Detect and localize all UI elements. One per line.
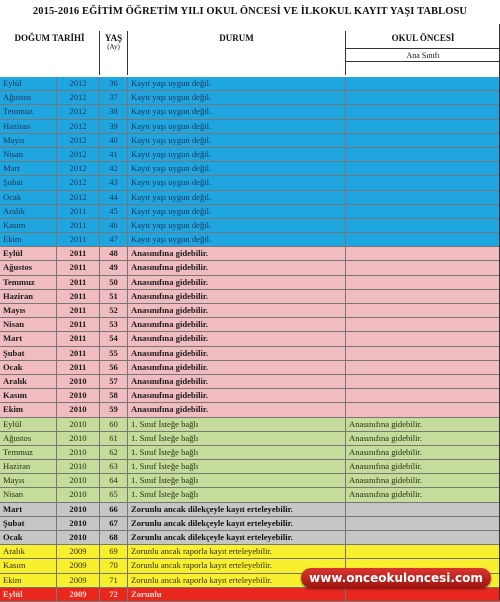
birth-month-cell: Temmuz bbox=[0, 446, 57, 459]
age-cell: 51 bbox=[100, 290, 128, 303]
table-row bbox=[0, 375, 500, 389]
status-cell: Anasınıfına gidebilir. bbox=[128, 304, 346, 317]
header-preschool-sub: Ana Sınıfı bbox=[346, 48, 500, 62]
birth-month-cell: Mart bbox=[0, 162, 57, 175]
preschool-cell bbox=[346, 531, 500, 544]
birth-year-cell: 2012 bbox=[57, 77, 100, 90]
status-cell: Kayıt yaşı uygun değil. bbox=[128, 77, 346, 90]
header-birth-date bbox=[0, 31, 100, 75]
preschool-cell bbox=[346, 219, 500, 232]
table-row bbox=[0, 148, 500, 162]
table-row bbox=[0, 347, 500, 361]
table-title: 2015-2016 EĞİTİM ÖĞRETİM YILI OKUL ÖNCESİ VE İLKOKUL KAYIT YAŞI TABLOSU bbox=[32, 6, 468, 17]
status-cell: Zorunlu ancak raporla kayıt erteleyebilir. bbox=[128, 574, 346, 587]
preschool-cell bbox=[346, 403, 500, 416]
birth-month-cell: Şubat bbox=[0, 517, 57, 530]
table-row bbox=[0, 105, 500, 119]
birth-year-cell: 2011 bbox=[57, 276, 100, 289]
age-cell: 38 bbox=[100, 105, 128, 118]
table-row bbox=[0, 219, 500, 233]
birth-year-cell: 2012 bbox=[57, 162, 100, 175]
table-body bbox=[0, 77, 500, 602]
age-cell: 46 bbox=[100, 219, 128, 232]
preschool-cell bbox=[346, 205, 500, 218]
status-cell: 1. Sınıf İsteğe bağlı bbox=[128, 446, 346, 459]
status-cell: Anasınıfına gidebilir. bbox=[128, 347, 346, 360]
birth-year-cell: 2011 bbox=[57, 318, 100, 331]
birth-month-cell: Aralık bbox=[0, 545, 57, 558]
table-row bbox=[0, 474, 500, 488]
status-cell: Anasınıfına gidebilir. bbox=[128, 261, 346, 274]
age-cell: 66 bbox=[100, 503, 128, 516]
table-row bbox=[0, 488, 500, 502]
birth-year-cell: 2009 bbox=[57, 559, 100, 572]
age-cell: 36 bbox=[100, 77, 128, 90]
status-cell: Anasınıfına gidebilir. bbox=[128, 332, 346, 345]
preschool-cell bbox=[346, 91, 500, 104]
status-cell: Kayıt yaşı uygun değil. bbox=[128, 134, 346, 147]
preschool-cell bbox=[346, 318, 500, 331]
preschool-cell bbox=[346, 517, 500, 530]
status-cell: Anasınıfına gidebilir. bbox=[128, 247, 346, 260]
status-cell: Anasınıfına gidebilir. bbox=[128, 318, 346, 331]
preschool-cell bbox=[346, 588, 500, 601]
preschool-cell bbox=[346, 261, 500, 274]
table-header bbox=[0, 31, 500, 75]
status-cell: Zorunlu ancak dilekçeyle kayıt erteleyebilir. bbox=[128, 531, 346, 544]
age-cell: 56 bbox=[100, 361, 128, 374]
age-cell: 50 bbox=[100, 276, 128, 289]
birth-month-cell: Mart bbox=[0, 332, 57, 345]
table-row bbox=[0, 304, 500, 318]
table-row bbox=[0, 77, 500, 91]
status-cell: Zorunlu bbox=[128, 588, 346, 601]
birth-year-cell: 2011 bbox=[57, 261, 100, 274]
birth-month-cell: Ağustos bbox=[0, 432, 57, 445]
status-cell: Kayıt yaşı uygun değil. bbox=[128, 105, 346, 118]
header-age-unit: (Ay) bbox=[107, 43, 120, 51]
birth-month-cell: Mayıs bbox=[0, 134, 57, 147]
status-cell: Anasınıfına gidebilir. bbox=[128, 403, 346, 416]
birth-month-cell: Ağustos bbox=[0, 91, 57, 104]
preschool-cell: Anasınıfına gidebilir. bbox=[349, 461, 423, 472]
birth-year-cell: 2010 bbox=[57, 432, 100, 445]
header-age bbox=[100, 31, 128, 75]
birth-month-cell: Ağustos bbox=[0, 261, 57, 274]
status-cell: 1. Sınıf İsteğe bağlı bbox=[128, 418, 346, 431]
age-cell: 67 bbox=[100, 517, 128, 530]
birth-year-cell: 2011 bbox=[57, 361, 100, 374]
preschool-cell bbox=[346, 389, 500, 402]
age-cell: 72 bbox=[100, 588, 128, 601]
table-row bbox=[0, 91, 500, 105]
preschool-cell bbox=[346, 162, 500, 175]
status-cell: Kayıt yaşı uygun değil. bbox=[128, 205, 346, 218]
age-cell: 40 bbox=[100, 134, 128, 147]
birth-month-cell: Ekim bbox=[0, 233, 57, 246]
age-cell: 64 bbox=[100, 474, 128, 487]
age-cell: 55 bbox=[100, 347, 128, 360]
age-cell: 44 bbox=[100, 191, 128, 204]
preschool-cell bbox=[346, 247, 500, 260]
birth-year-cell: 2010 bbox=[57, 460, 100, 473]
birth-month-cell: Mayıs bbox=[0, 474, 57, 487]
birth-year-cell: 2010 bbox=[57, 403, 100, 416]
preschool-cell bbox=[346, 276, 500, 289]
birth-month-cell: Aralık bbox=[0, 205, 57, 218]
birth-month-cell: Temmuz bbox=[0, 105, 57, 118]
age-cell: 53 bbox=[100, 318, 128, 331]
header-birth-date-label: DOĞUM TARİHİ bbox=[14, 33, 85, 43]
birth-year-cell: 2010 bbox=[57, 488, 100, 501]
table-row bbox=[0, 247, 500, 261]
birth-month-cell: Ekim bbox=[0, 403, 57, 416]
status-cell: Zorunlu ancak dilekçeyle kayıt erteleyebilir. bbox=[128, 517, 346, 530]
table-row bbox=[0, 460, 500, 474]
birth-year-cell: 2012 bbox=[57, 176, 100, 189]
table-row bbox=[0, 432, 500, 446]
table-row bbox=[0, 290, 500, 304]
age-cell: 61 bbox=[100, 432, 128, 445]
status-cell: Zorunlu ancak raporla kayıt erteleyebilir. bbox=[128, 559, 346, 572]
header-preschool-label: OKUL ÖNCESİ bbox=[391, 33, 455, 43]
birth-month-cell: Aralık bbox=[0, 375, 57, 388]
birth-year-cell: 2010 bbox=[57, 503, 100, 516]
status-cell: Anasınıfına gidebilir. bbox=[128, 375, 346, 388]
birth-year-cell: 2011 bbox=[57, 290, 100, 303]
table-row bbox=[0, 418, 500, 432]
birth-month-cell: Kasım bbox=[0, 219, 57, 232]
table-row bbox=[0, 261, 500, 275]
birth-year-cell: 2010 bbox=[57, 531, 100, 544]
birth-year-cell: 2011 bbox=[57, 205, 100, 218]
status-cell: Kayıt yaşı uygun değil. bbox=[128, 91, 346, 104]
age-cell: 71 bbox=[100, 574, 128, 587]
birth-year-cell: 2009 bbox=[57, 545, 100, 558]
age-cell: 48 bbox=[100, 247, 128, 260]
table-row bbox=[0, 120, 500, 134]
age-cell: 63 bbox=[100, 460, 128, 473]
header-status-label: DURUM bbox=[219, 33, 254, 43]
preschool-cell bbox=[346, 233, 500, 246]
age-cell: 59 bbox=[100, 403, 128, 416]
birth-month-cell: Eylül bbox=[0, 247, 57, 260]
birth-month-cell: Mayıs bbox=[0, 304, 57, 317]
preschool-cell bbox=[346, 332, 500, 345]
preschool-cell bbox=[346, 148, 500, 161]
status-cell: Zorunlu ancak raporla kayıt erteleyebilir. bbox=[128, 545, 346, 558]
preschool-cell bbox=[346, 77, 500, 90]
table-row bbox=[0, 503, 500, 517]
birth-month-cell: Şubat bbox=[0, 176, 57, 189]
status-cell: Kayıt yaşı uygun değil. bbox=[128, 233, 346, 246]
preschool-cell: Anasınıfına gidebilir. bbox=[349, 418, 423, 429]
status-cell: Kayıt yaşı uygun değil. bbox=[128, 191, 346, 204]
birth-month-cell: Kasım bbox=[0, 559, 57, 572]
birth-month-cell: Ocak bbox=[0, 361, 57, 374]
status-cell: Anasınıfına gidebilir. bbox=[128, 276, 346, 289]
birth-year-cell: 2010 bbox=[57, 446, 100, 459]
birth-year-cell: 2010 bbox=[57, 474, 100, 487]
birth-month-cell: Ocak bbox=[0, 531, 57, 544]
table-row bbox=[0, 361, 500, 375]
status-cell: Anasınıfına gidebilir. bbox=[128, 290, 346, 303]
status-cell: 1. Sınıf İsteğe bağlı bbox=[128, 474, 346, 487]
table-row bbox=[0, 233, 500, 247]
birth-year-cell: 2011 bbox=[57, 219, 100, 232]
preschool-cell: Anasınıfına gidebilir. bbox=[349, 432, 423, 443]
birth-month-cell: Haziran bbox=[0, 460, 57, 473]
preschool-cell bbox=[346, 191, 500, 204]
birth-month-cell: Temmuz bbox=[0, 276, 57, 289]
status-cell: 1. Sınıf İsteğe bağlı bbox=[128, 460, 346, 473]
age-cell: 65 bbox=[100, 488, 128, 501]
age-cell: 70 bbox=[100, 559, 128, 572]
table-row bbox=[0, 332, 500, 346]
birth-month-cell: Haziran bbox=[0, 290, 57, 303]
age-cell: 52 bbox=[100, 304, 128, 317]
birth-year-cell: 2012 bbox=[57, 148, 100, 161]
birth-month-cell: Nisan bbox=[0, 318, 57, 331]
birth-month-cell: Eylül bbox=[0, 77, 57, 90]
birth-year-cell: 2012 bbox=[57, 120, 100, 133]
birth-year-cell: 2012 bbox=[57, 105, 100, 118]
birth-year-cell: 2010 bbox=[57, 517, 100, 530]
preschool-cell bbox=[346, 347, 500, 360]
status-cell: Kayıt yaşı uygun değil. bbox=[128, 219, 346, 232]
preschool-cell: Anasınıfına gidebilir. bbox=[349, 489, 423, 500]
preschool-cell bbox=[346, 304, 500, 317]
preschool-cell bbox=[346, 290, 500, 303]
birth-month-cell: Haziran bbox=[0, 120, 57, 133]
birth-month-cell: Eylül bbox=[0, 588, 57, 601]
table-row bbox=[0, 276, 500, 290]
age-cell: 37 bbox=[100, 91, 128, 104]
status-cell: 1. Sınıf İsteğe bağlı bbox=[128, 432, 346, 445]
age-cell: 42 bbox=[100, 162, 128, 175]
birth-year-cell: 2012 bbox=[57, 91, 100, 104]
table-row bbox=[0, 517, 500, 531]
birth-year-cell: 2011 bbox=[57, 247, 100, 260]
birth-month-cell: Mart bbox=[0, 503, 57, 516]
status-cell: Anasınıfına gidebilir. bbox=[128, 361, 346, 374]
preschool-cell bbox=[346, 375, 500, 388]
table-row bbox=[0, 191, 500, 205]
status-cell: Kayıt yaşı uygun değil. bbox=[128, 120, 346, 133]
birth-month-cell: Şubat bbox=[0, 347, 57, 360]
age-cell: 47 bbox=[100, 233, 128, 246]
table-row bbox=[0, 446, 500, 460]
header-age-label: YAŞ bbox=[104, 33, 123, 43]
birth-year-cell: 2010 bbox=[57, 389, 100, 402]
preschool-cell bbox=[346, 545, 500, 558]
birth-year-cell: 2011 bbox=[57, 347, 100, 360]
status-cell: 1. Sınıf İsteğe bağlı bbox=[128, 488, 346, 501]
table-row bbox=[0, 318, 500, 332]
status-cell: Zorunlu ancak dilekçeyle kayıt erteleyebilir. bbox=[128, 503, 346, 516]
age-cell: 43 bbox=[100, 176, 128, 189]
preschool-cell bbox=[346, 120, 500, 133]
birth-year-cell: 2009 bbox=[57, 588, 100, 601]
status-cell: Kayıt yaşı uygun değil. bbox=[128, 176, 346, 189]
age-cell: 68 bbox=[100, 531, 128, 544]
preschool-cell bbox=[346, 105, 500, 118]
site-watermark: www.onceokuloncesi.com bbox=[301, 568, 491, 588]
age-cell: 45 bbox=[100, 205, 128, 218]
birth-year-cell: 2012 bbox=[57, 191, 100, 204]
table-row bbox=[0, 205, 500, 219]
age-cell: 58 bbox=[100, 389, 128, 402]
birth-month-cell: Ekim bbox=[0, 574, 57, 587]
header-status bbox=[128, 31, 346, 75]
age-cell: 57 bbox=[100, 375, 128, 388]
preschool-cell: Anasınıfına gidebilir. bbox=[349, 446, 423, 457]
preschool-cell: Anasınıfına gidebilir. bbox=[349, 475, 423, 486]
table-row bbox=[0, 545, 500, 559]
preschool-cell bbox=[346, 176, 500, 189]
birth-year-cell: 2009 bbox=[57, 574, 100, 587]
birth-year-cell: 2011 bbox=[57, 304, 100, 317]
birth-year-cell: 2011 bbox=[57, 233, 100, 246]
birth-month-cell: Nisan bbox=[0, 488, 57, 501]
preschool-cell bbox=[346, 134, 500, 147]
age-cell: 49 bbox=[100, 261, 128, 274]
birth-month-cell: Eylül bbox=[0, 418, 57, 431]
preschool-cell bbox=[346, 361, 500, 374]
age-cell: 69 bbox=[100, 545, 128, 558]
age-cell: 62 bbox=[100, 446, 128, 459]
status-cell: Kayıt yaşı uygun değil. bbox=[128, 162, 346, 175]
table-row bbox=[0, 389, 500, 403]
table-row bbox=[0, 531, 500, 545]
birth-year-cell: 2010 bbox=[57, 418, 100, 431]
preschool-cell bbox=[346, 503, 500, 516]
birth-year-cell: 2010 bbox=[57, 375, 100, 388]
birth-month-cell: Ocak bbox=[0, 191, 57, 204]
status-cell: Anasınıfına gidebilir. bbox=[128, 389, 346, 402]
age-cell: 41 bbox=[100, 148, 128, 161]
birth-month-cell: Kasım bbox=[0, 389, 57, 402]
birth-year-cell: 2012 bbox=[57, 134, 100, 147]
table-row bbox=[0, 162, 500, 176]
birth-year-cell: 2011 bbox=[57, 332, 100, 345]
table-row bbox=[0, 176, 500, 190]
age-cell: 39 bbox=[100, 120, 128, 133]
table-row bbox=[0, 403, 500, 417]
age-cell: 54 bbox=[100, 332, 128, 345]
status-cell: Kayıt yaşı uygun değil. bbox=[128, 148, 346, 161]
birth-month-cell: Nisan bbox=[0, 148, 57, 161]
age-cell: 60 bbox=[100, 418, 128, 431]
table-row bbox=[0, 134, 500, 148]
